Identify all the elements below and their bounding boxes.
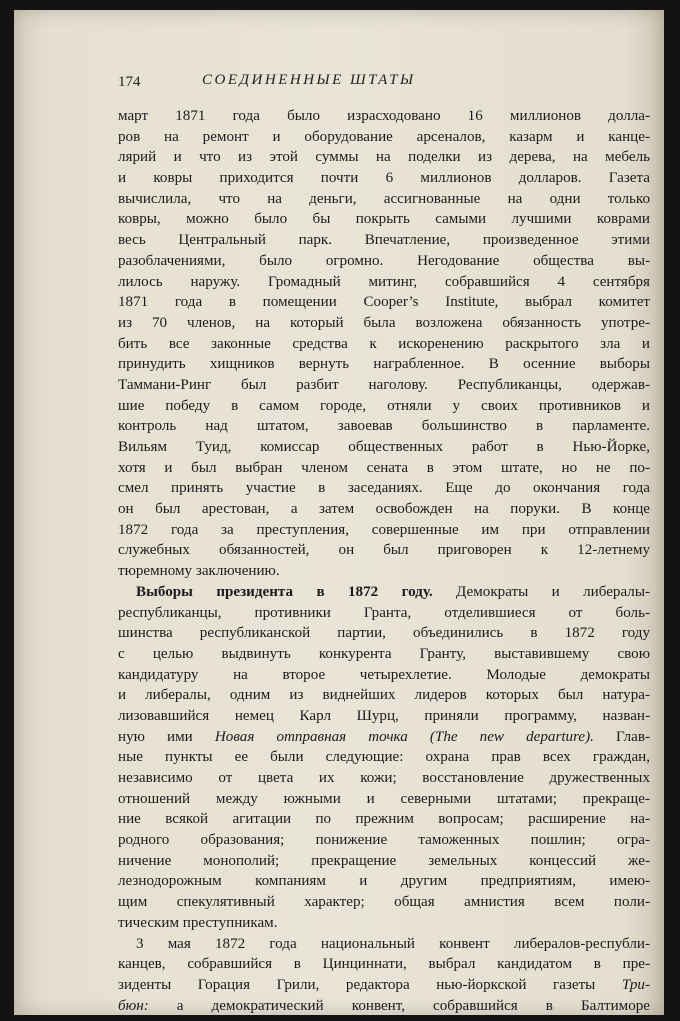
text-line: республиканцы, противники Гранта, отделившиеся от боль- xyxy=(118,604,650,621)
text-line: служебных обязанностей, он был приговорен к 12-летнему xyxy=(118,542,650,559)
text-line: и ковры приходится почти 6 миллионов долларов. Газета xyxy=(118,170,650,187)
newspaper-title: Три- xyxy=(621,976,650,993)
page-number: 174 xyxy=(118,74,141,90)
text-line: шие победу в самом городе, отняли у своих противников и xyxy=(118,397,650,414)
text-line: с целью выдвинуть конкурента Гранту, выставившему свою xyxy=(118,645,650,662)
text-line: лилось наружу. Громадный митинг, собравшийся 4 сентября xyxy=(118,273,650,290)
text-line: независимо от цвета их кожи; восстановление дружественных xyxy=(118,770,650,786)
text-line: 3 мая 1872 года национальный конвент либералов-республи- xyxy=(136,935,650,952)
text-line: тическим преступникам. xyxy=(118,914,278,931)
newspaper-title: бюн: xyxy=(118,997,149,1014)
program-title: Новая отправная точка (The new departure). xyxy=(214,728,594,745)
text-line: контроль над штатом, завоевав большинство в парламенте. xyxy=(118,418,650,435)
text-line: ковры, можно было бы покрыть самыми лучшими коврами xyxy=(118,211,650,228)
body-text xyxy=(118,106,650,1016)
text-line: ров на ремонт и оборудование арсеналов, казарм и канце- xyxy=(118,128,650,145)
book-page xyxy=(14,10,664,1015)
text-line: Таммани-Ринг был разбит наголову. Республиканцы, одержав- xyxy=(118,376,650,393)
text-line: тюремному заключению. xyxy=(118,563,280,580)
text-line: 1871 года в помещении Cooper’s Institute, выбрал комитет xyxy=(118,294,650,311)
text-line: и либералы, одним из виднейших лидеров которых был натура- xyxy=(118,687,650,704)
text-fragment: Демократы и либералы- xyxy=(432,583,650,600)
text-fragment: Глав- xyxy=(593,728,650,745)
text-line: шинства республиканской партии, объединились в 1872 году xyxy=(118,625,650,642)
text-line: хотя и был выбран членом сената в этом штате, но не по- xyxy=(118,459,650,476)
text-line: вычислила, что на деньги, ассигнованные на одни только xyxy=(118,190,650,207)
text-line: март 1871 года было израсходовано 16 миллионов долла- xyxy=(118,108,650,124)
text-line: смел принять участие в заседаниях. Еще до окончания года xyxy=(118,480,650,497)
section-heading-line xyxy=(118,582,650,603)
text-line: принудить хищников вернуть награбленное. В осенние выборы xyxy=(118,356,650,373)
text-line: родного образования; понижение таможенных пошлин; огра- xyxy=(118,832,650,849)
section-heading: Выборы президента в 1872 году. xyxy=(136,583,433,600)
tribune-line xyxy=(118,975,650,996)
text-line: ные пункты ее были следующие: охрана прав всех граждан, xyxy=(118,749,650,766)
text-line: весь Центральный парк. Впечатление, произведенное этими xyxy=(118,232,650,249)
program-title-line xyxy=(118,727,650,748)
text-line: ние всякой агитации по прежним вопросам; расширение на- xyxy=(118,811,650,828)
text-line: канцев, собравшийся в Цинциннати, выбрал кандидатом в пре- xyxy=(118,956,650,973)
text-line: он был арестован, а затем освобожден на поруки. В конце xyxy=(118,501,650,518)
text-line: 1872 года за преступления, совершенные им при отправлении xyxy=(118,521,650,538)
text-fragment: а демократический конвент, собравшийся в Балтиморе xyxy=(148,997,650,1014)
text-line: ничение монополий; прекращение земельных концессий же- xyxy=(118,852,650,869)
text-fragment: зиденты Горация Грили, редактора нью-йоркской газеты xyxy=(118,976,622,993)
text-line: отношений между южными и северными штатами; прекраще- xyxy=(118,790,650,807)
text-line: лярий и что из этой суммы на поделки из дерева, на мебель xyxy=(118,149,650,166)
text-line: кандидатуру на второе четырехлетие. Молодые демократы xyxy=(118,666,650,683)
text-line: разоблачениями, было огромно. Негодование общества вы- xyxy=(118,252,650,269)
text-line: лизовавшийся немец Карл Шурц, приняли программу, назван- xyxy=(118,707,650,724)
page-header xyxy=(118,72,650,98)
text-line: Вильям Туид, комиссар общественных работ в Нью-Йорке, xyxy=(118,439,650,455)
text-line: из 70 членов, на который была возложена обязанность употре- xyxy=(118,314,650,331)
running-title: СОЕДИНЕННЫЕ ШТАТЫ xyxy=(202,72,416,88)
tribune-line xyxy=(118,996,650,1017)
text-fragment: ную ими xyxy=(118,728,215,745)
text-line: бить все законные средства к искоренению раскрытого зла и xyxy=(118,335,650,352)
text-line: лезнодорожным компаниям и другим предприятиям, имею- xyxy=(118,873,650,890)
text-line: щим спекулятивный характер; общая амнистия всем поли- xyxy=(118,894,650,911)
